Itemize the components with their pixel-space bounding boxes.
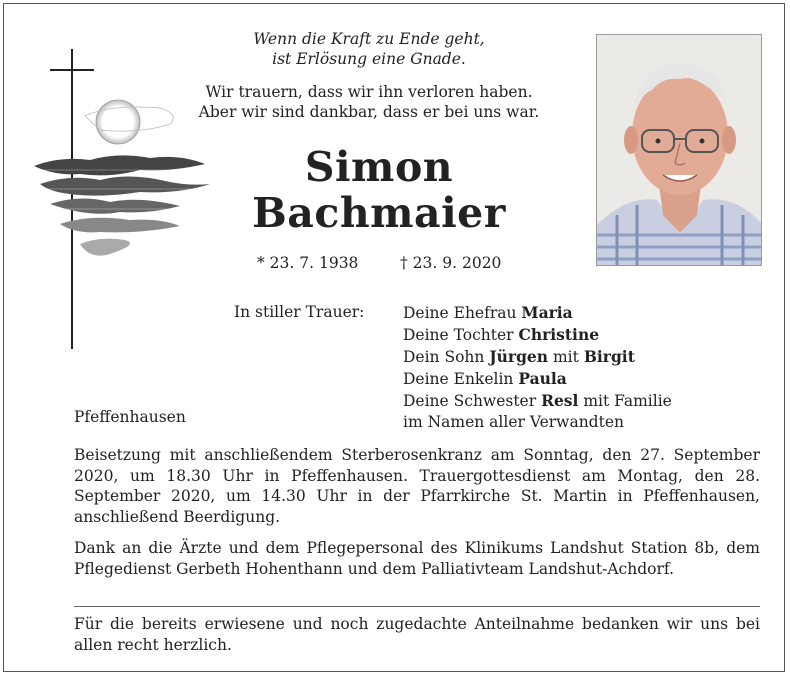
- intro-text: [164, 82, 574, 122]
- intro-line-2: Aber wir sind dankbar, dass er bei uns war.: [198, 103, 540, 121]
- verse-line-2: ist Erlösung eine Gnade.: [272, 50, 466, 68]
- first-name: Simon: [304, 143, 454, 191]
- closing-text: Für die bereits erwiesene und noch zugedachte Anteilnahme bedanken wir uns bei allen recht herzlich.: [74, 615, 760, 654]
- mourners-label: In stiller Trauer:: [234, 303, 365, 321]
- birth-date: * 23. 7. 1938: [257, 254, 359, 272]
- verse: [164, 29, 574, 69]
- portrait-photo: [596, 34, 762, 266]
- intro-line-1: Wir trauern, dass wir ihn verloren haben.: [205, 83, 533, 101]
- obituary-notice: [3, 3, 785, 672]
- mourner-line: im Namen aller Verwandten: [403, 413, 624, 431]
- mourner-line: Deine Ehefrau Maria: [403, 303, 573, 322]
- death-date: † 23. 9. 2020: [400, 254, 502, 272]
- mourner-line: Deine Schwester Resl mit Familie: [403, 391, 672, 410]
- mourners-list: [403, 302, 672, 433]
- mourner-line: Deine Tochter Christine: [403, 325, 600, 344]
- last-name: Bachmaier: [252, 189, 506, 237]
- deceased-name: [164, 144, 594, 236]
- divider: [74, 606, 760, 607]
- mourner-line: Deine Enkelin Paula: [403, 369, 567, 388]
- verse-line-1: Wenn die Kraft zu Ende geht,: [253, 30, 485, 48]
- place: Pfeffenhausen: [74, 408, 186, 426]
- thanks-text: Dank an die Ärzte und dem Pflegepersonal des Klinikums Landshut Station 8b, dem Pflegedienst Gerbeth Hohenthann und dem Palliativteam Landshut-Achdorf.: [74, 539, 760, 578]
- mourner-line: Dein Sohn Jürgen mit Birgit: [403, 347, 635, 366]
- funeral-text: Beisetzung mit anschließendem Sterberosenkranz am Sonntag, den 27. September 2020, um 18.30 Uhr in Pfeffenhausen. Trauergottesdienst am Montag, den 28. September 2020, um 14.30 Uhr in der Pfarrkirche St. Martin in Pfeffenhausen, anschließend Beerdigung.: [74, 446, 760, 526]
